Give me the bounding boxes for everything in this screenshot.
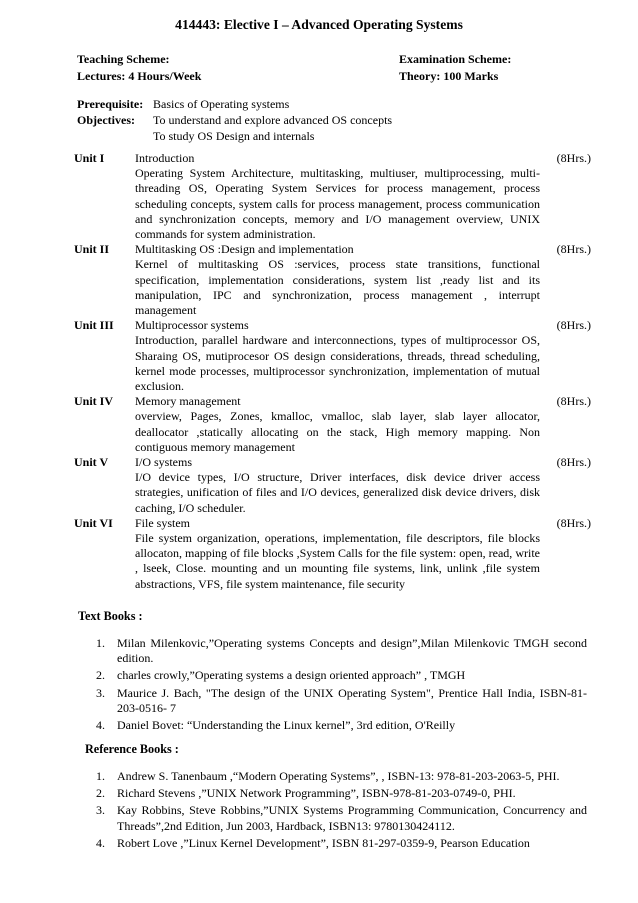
list-number: 1. xyxy=(96,636,105,650)
unit-row xyxy=(74,516,594,592)
book-citation: Daniel Bovet: “Understanding the Linux kernel”, 3rd edition, O'Reilly xyxy=(117,718,456,733)
objective-1: To understand and explore advanced OS concepts xyxy=(153,113,393,128)
unit-body xyxy=(135,455,540,516)
unit-title: File system xyxy=(135,515,191,530)
exam-scheme-label: Examination Scheme: xyxy=(399,52,512,66)
list-number: 4. xyxy=(96,835,105,850)
unit-hours: (8Hrs.) xyxy=(556,318,591,333)
book-citation: Richard Stevens ,”UNIX Network Programming”, ISBN-978-81-203-0749-0, PHI. xyxy=(117,786,516,801)
unit-code: Unit I xyxy=(74,151,105,165)
list-number: 3. xyxy=(96,685,105,700)
unit-title: Multitasking OS :Design and implementation xyxy=(135,242,354,257)
unit-description: overview, Pages, Zones, kmalloc, vmalloc, slab layer, slab layer allocator, deallocator ,statically allocating on the stack, High memory mapping. Non contiguous memory management xyxy=(135,409,540,454)
unit-title: I/O systems xyxy=(135,455,192,470)
reference-books-list xyxy=(96,769,587,853)
text-book-item xyxy=(96,718,587,733)
text-books-heading: Text Books : xyxy=(78,609,143,623)
text-book-item xyxy=(96,668,587,683)
document-title: 414443: Elective I – Advanced Operating Systems xyxy=(175,17,463,32)
book-citation: Milan Milenkovic,”Operating systems Concepts and design”,Milan Milenkovic TMGH second edition. xyxy=(117,636,587,666)
unit-row xyxy=(74,394,594,455)
unit-description: Operating System Architecture, multitasking, multiuser, multiprocessing, multi- threading OS, Operating System Services for process management, process scheduling concepts, system calls for process management, process communication and synchronization concepts, memory and I/O management overview, UNIX commands for system administration. xyxy=(135,166,540,242)
list-number: 3. xyxy=(96,803,105,818)
unit-description: I/O device types, I/O structure, Driver interfaces, disk device driver access strategies, unification of files and I/O devices, generalized disk device drivers, disk caching, I/O scheduler. xyxy=(135,470,540,515)
unit-description: File system organization, operations, implementation, file descriptors, file blocks allocaton, mapping of file blocks ,System Calls for the file system: open, read, write , lseek, Close. mounting and un mounting file systems, link, unlink ,file system abstractions, VFS, file system maintenance, file security xyxy=(135,531,540,591)
unit-row xyxy=(74,151,594,242)
unit-code: Unit IV xyxy=(74,394,114,409)
unit-hours: (8Hrs.) xyxy=(556,455,591,470)
book-citation: Andrew S. Tanenbaum ,“Modern Operating Systems”, , ISBN-13: 978-81-203-2063-5, PHI. xyxy=(117,769,560,783)
unit-body xyxy=(135,516,540,592)
units-table xyxy=(74,151,594,592)
lectures-text: Lectures: 4 Hours/Week xyxy=(77,69,202,83)
prerequisite-block xyxy=(77,96,392,145)
theory-text: Theory: 100 Marks xyxy=(399,69,499,83)
prerequisite-label: Prerequisite: xyxy=(77,97,144,111)
unit-hours: (8Hrs.) xyxy=(556,394,591,409)
unit-title: Memory management xyxy=(135,394,241,409)
reference-books-heading: Reference Books : xyxy=(85,742,179,756)
list-number: 4. xyxy=(96,718,105,733)
unit-code: Unit III xyxy=(74,318,114,333)
objectives-label: Objectives: xyxy=(77,113,135,128)
unit-code: Unit II xyxy=(74,242,110,257)
reference-book-item xyxy=(96,836,587,851)
unit-body xyxy=(135,318,540,394)
unit-row xyxy=(74,242,594,318)
reference-book-item xyxy=(96,769,587,784)
unit-description: Introduction, parallel hardware and interconnections, types of multiprocessor OS, Sharaing OS, mutiprocesor OS design considerations, threads, thread scheduling, kernel mode processes, multiprocessor synchronization, implementation of mutual exclusion. xyxy=(135,333,540,394)
unit-row xyxy=(74,455,594,516)
book-citation: Maurice J. Bach, "The design of the UNIX Operating System", Prentice Hall India, ISBN-81-203-0516- 7 xyxy=(117,685,587,715)
scheme-block xyxy=(77,51,577,85)
unit-body xyxy=(135,394,540,455)
unit-title: Introduction xyxy=(135,151,195,165)
unit-body xyxy=(135,151,540,242)
text-book-item xyxy=(96,636,587,666)
book-citation: Kay Robbins, Steve Robbins,”UNIX Systems Programming Communication, Concurrency and Threads”,2nd Edition, Jun 2003, Hardback, ISBN13: 9780130424112. xyxy=(117,803,587,833)
prerequisite-text: Basics of Operating systems xyxy=(153,97,290,111)
objective-2: To study OS Design and internals xyxy=(153,129,315,144)
list-number: 2. xyxy=(96,786,105,801)
unit-code: Unit VI xyxy=(74,515,113,530)
reference-book-item xyxy=(96,803,587,833)
text-books-list xyxy=(96,636,587,735)
list-number: 2. xyxy=(96,668,105,683)
unit-hours: (8Hrs.) xyxy=(556,242,591,257)
teaching-scheme-label: Teaching Scheme: xyxy=(77,52,170,66)
unit-title: Multiprocessor systems xyxy=(135,318,249,333)
list-number: 1. xyxy=(96,769,105,783)
book-citation: Robert Love ,”Linux Kernel Development”, ISBN 81-297-0359-9, Pearson Education xyxy=(117,835,530,850)
reference-book-item xyxy=(96,786,587,801)
book-citation: charles crowly,”Operating systems a design oriented approach” , TMGH xyxy=(117,668,466,683)
unit-code: Unit V xyxy=(74,455,109,470)
unit-row xyxy=(74,318,594,394)
unit-description: Kernel of multitasking OS :services, process state transitions, functional specification, implementation considerations, system list ,ready list and its manipulation, IPC and synchronization, process management , interrupt management xyxy=(135,257,540,318)
text-book-item xyxy=(96,686,587,716)
unit-hours: (8Hrs.) xyxy=(556,151,591,165)
unit-body xyxy=(135,242,540,318)
unit-hours: (8Hrs.) xyxy=(556,515,591,530)
